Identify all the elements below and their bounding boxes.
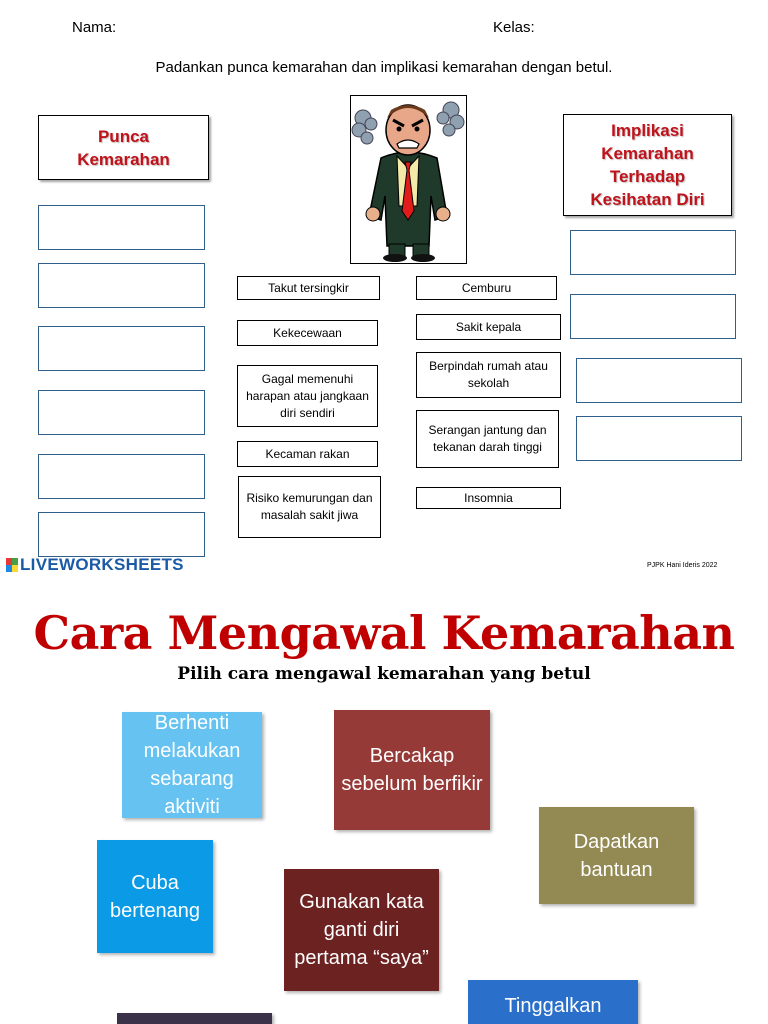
cause-item-5[interactable]: Risiko kemurungan dan masalah sakit jiwa [238,476,381,538]
name-label: Nama: [72,19,117,36]
implication-answer-slot-1[interactable] [570,230,736,275]
option-card-6[interactable]: Tinggalkan [468,980,638,1024]
cause-answer-slot-1[interactable] [38,205,205,250]
option-card-2[interactable]: Bercakap sebelum berfikir [334,710,490,830]
implication-title-box [563,114,732,216]
option-card-1[interactable]: Berhenti melakukan sebarang aktiviti [122,712,262,818]
instruction-text: Padankan punca kemarahan dan implikasi kemarahan dengan betul. [155,59,613,76]
implication-answer-slot-3[interactable] [576,358,742,403]
cause-answer-slot-4[interactable] [38,390,205,435]
option-card-3[interactable]: Dapatkan bantuan [539,807,694,904]
section2-subtitle: Pilih cara mengawal kemarahan yang betul [177,664,591,684]
implication-item-3[interactable]: Berpindah rumah atau sekolah [416,352,561,398]
cause-title-line1: Punca [97,126,149,146]
cause-item-3[interactable]: Gagal memenuhi harapan atau jangkaan diri sendiri [237,365,378,427]
implication-item-5[interactable]: Insomnia [416,487,561,509]
cause-title-line2: Kemarahan [77,149,170,169]
implication-item-2[interactable]: Sakit kepala [416,314,561,340]
option-card-4[interactable]: Cuba bertenang [97,840,213,953]
liveworksheets-brand [6,555,184,575]
option-card-7[interactable] [117,1013,272,1024]
section2-title: Cara Mengawal Kemarahan [33,606,735,660]
implication-item-4[interactable]: Serangan jantung dan tekanan darah tinggi [416,410,559,468]
implication-title-line1: Implikasi [611,121,684,140]
liveworksheets-text: LIVEWORKSHEETS [20,555,184,574]
angry-man-illustration [350,95,467,264]
implication-answer-slot-4[interactable] [576,416,742,461]
credit-text: PJPK Hani Ideris 2022 [647,562,718,569]
cause-answer-slot-5[interactable] [38,454,205,499]
cause-answer-slot-6[interactable] [38,512,205,557]
cause-answer-slot-3[interactable] [38,326,205,371]
implication-title-line3: Terhadap [609,167,686,186]
class-label: Kelas: [493,19,535,36]
cause-item-4[interactable]: Kecaman rakan [237,441,378,467]
liveworksheets-logo-icon [6,558,18,572]
implication-answer-slot-2[interactable] [570,294,736,339]
implication-title-line2: Kemarahan [601,144,694,163]
cause-answer-slot-2[interactable] [38,263,205,308]
implication-item-1[interactable]: Cemburu [416,276,557,300]
cause-item-1[interactable]: Takut tersingkir [237,276,380,300]
implication-title-line4: Kesihatan Diri [590,190,705,209]
cause-title-box [38,115,209,180]
option-card-5[interactable]: Gunakan kata ganti diri pertama “saya” [284,869,439,991]
cause-item-2[interactable]: Kekecewaan [237,320,378,346]
